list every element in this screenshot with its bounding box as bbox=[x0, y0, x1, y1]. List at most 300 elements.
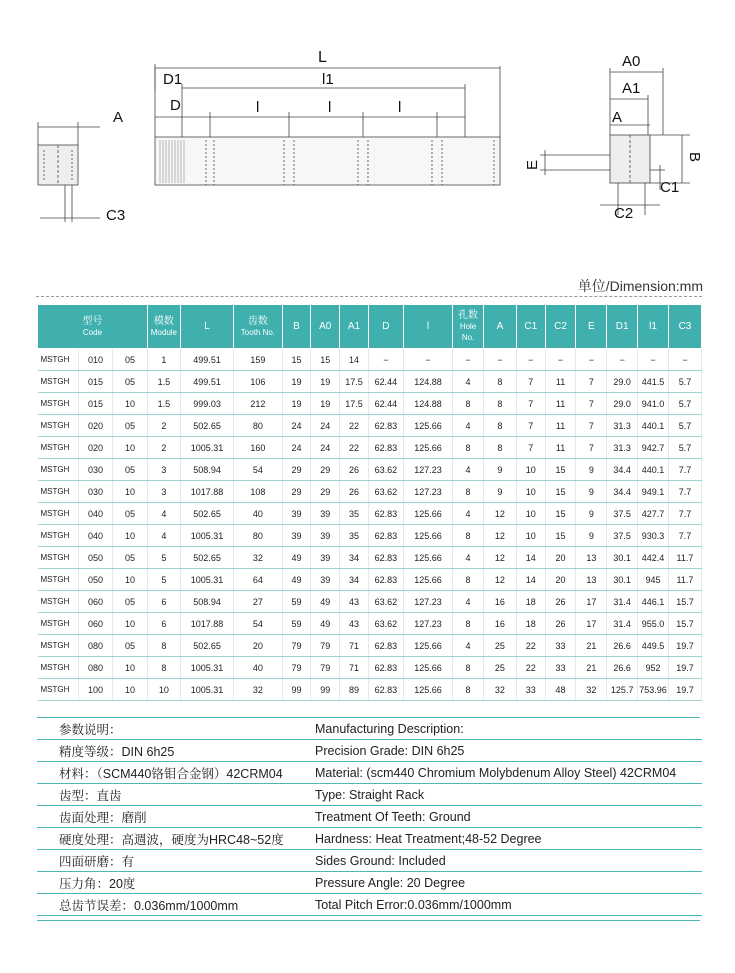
table-cell: 80 bbox=[234, 525, 282, 547]
table-cell: − bbox=[368, 349, 403, 371]
column-header-label: 型号 bbox=[82, 315, 103, 327]
description-row bbox=[37, 872, 702, 894]
table-cell: 16 bbox=[483, 591, 516, 613]
table-cell: 10 bbox=[113, 393, 148, 415]
table-cell: 4 bbox=[453, 635, 484, 657]
table-cell: 79 bbox=[282, 635, 311, 657]
table-cell: 945 bbox=[638, 569, 669, 591]
label-C1: C1 bbox=[660, 179, 680, 196]
table-cell: 6 bbox=[147, 613, 180, 635]
table-cell: 7 bbox=[576, 437, 607, 459]
table-cell: 54 bbox=[234, 459, 282, 481]
table-cell: MSTGH bbox=[38, 525, 79, 547]
table-cell: 1005.31 bbox=[180, 569, 233, 591]
table-row bbox=[38, 437, 702, 459]
table-cell: 442.4 bbox=[638, 547, 669, 569]
table-cell: 15 bbox=[545, 503, 576, 525]
label-B: B bbox=[686, 152, 703, 163]
table-cell: 7 bbox=[516, 415, 545, 437]
table-cell: 050 bbox=[79, 547, 113, 569]
description-en: Total Pitch Error:0.036mm/1000mm bbox=[307, 894, 702, 916]
table-cell: 010 bbox=[79, 349, 113, 371]
table-cell: 39 bbox=[282, 525, 311, 547]
table-cell: 427.7 bbox=[638, 503, 669, 525]
table-cell: 10 bbox=[516, 481, 545, 503]
table-cell: 62.83 bbox=[368, 503, 403, 525]
table-cell: 62.83 bbox=[368, 679, 403, 701]
table-cell: 440.1 bbox=[638, 415, 669, 437]
table-cell: 26.6 bbox=[607, 657, 638, 679]
table-cell: 16 bbox=[483, 613, 516, 635]
table-cell: 212 bbox=[234, 393, 282, 415]
table-cell: 29.0 bbox=[607, 393, 638, 415]
table-cell: 62.44 bbox=[368, 393, 403, 415]
table-cell: 7 bbox=[576, 393, 607, 415]
column-header-label: D1 bbox=[615, 321, 629, 332]
table-cell: 11 bbox=[545, 371, 576, 393]
description-cn: 齿面处理：磨削 bbox=[37, 806, 307, 828]
table-cell: 125.66 bbox=[403, 525, 452, 547]
description-cn: 参数说明： bbox=[37, 718, 307, 740]
table-cell: 31.4 bbox=[607, 613, 638, 635]
table-row bbox=[38, 371, 702, 393]
table-cell: 15 bbox=[545, 481, 576, 503]
label-A-right: A bbox=[612, 109, 623, 126]
table-cell: 13 bbox=[576, 569, 607, 591]
table-cell: 2 bbox=[147, 437, 180, 459]
table-cell: MSTGH bbox=[38, 481, 79, 503]
table-cell: 39 bbox=[311, 525, 340, 547]
label-C3: C3 bbox=[106, 207, 126, 224]
table-cell: 62.83 bbox=[368, 635, 403, 657]
table-cell: 030 bbox=[79, 481, 113, 503]
column-header bbox=[38, 305, 148, 349]
unit-label: 单位/Dimension:mm bbox=[577, 278, 703, 294]
table-cell: 9 bbox=[483, 459, 516, 481]
table-cell: − bbox=[483, 349, 516, 371]
table-cell: 7 bbox=[516, 371, 545, 393]
column-header bbox=[607, 305, 638, 349]
table-cell: 060 bbox=[79, 613, 113, 635]
table-cell: 21 bbox=[576, 657, 607, 679]
table-cell: MSTGH bbox=[38, 635, 79, 657]
table-cell: 15 bbox=[282, 349, 311, 371]
column-header-label: A0 bbox=[319, 321, 332, 332]
table-cell: 10 bbox=[113, 613, 148, 635]
table-cell: 54 bbox=[234, 613, 282, 635]
table-cell: 34.4 bbox=[607, 481, 638, 503]
table-cell: 05 bbox=[113, 635, 148, 657]
table-cell: 05 bbox=[113, 349, 148, 371]
table-cell: 952 bbox=[638, 657, 669, 679]
table-cell: 7.7 bbox=[668, 459, 701, 481]
table-cell: 15.7 bbox=[668, 591, 701, 613]
table-row bbox=[38, 459, 702, 481]
table-cell: MSTGH bbox=[38, 349, 79, 371]
table-cell: 11 bbox=[545, 415, 576, 437]
table-cell: 100 bbox=[79, 679, 113, 701]
table-cell: 37.5 bbox=[607, 503, 638, 525]
column-header bbox=[545, 305, 576, 349]
table-cell: 8 bbox=[483, 415, 516, 437]
spec-table bbox=[37, 304, 702, 701]
table-row bbox=[38, 569, 702, 591]
table-cell: 32 bbox=[483, 679, 516, 701]
table-cell: 10 bbox=[516, 503, 545, 525]
table-cell: 22 bbox=[516, 635, 545, 657]
table-cell: 9 bbox=[576, 525, 607, 547]
table-cell: 125.66 bbox=[403, 657, 452, 679]
column-header bbox=[576, 305, 607, 349]
table-cell: 125.66 bbox=[403, 569, 452, 591]
table-cell: 43 bbox=[340, 591, 369, 613]
table-cell: 499.51 bbox=[180, 371, 233, 393]
table-cell: 79 bbox=[311, 657, 340, 679]
table-cell: 26 bbox=[545, 591, 576, 613]
table-cell: 8 bbox=[483, 437, 516, 459]
table-cell: 29 bbox=[311, 459, 340, 481]
table-cell: 29 bbox=[282, 459, 311, 481]
table-cell: 27 bbox=[234, 591, 282, 613]
table-cell: − bbox=[668, 349, 701, 371]
table-cell: 49 bbox=[282, 569, 311, 591]
table-cell: 8 bbox=[453, 481, 484, 503]
table-row bbox=[38, 547, 702, 569]
table-cell: 8 bbox=[147, 657, 180, 679]
description-en: Sides Ground: Included bbox=[307, 850, 702, 872]
table-cell: MSTGH bbox=[38, 591, 79, 613]
table-cell: 1.5 bbox=[147, 393, 180, 415]
table-cell: 1005.31 bbox=[180, 437, 233, 459]
table-cell: 29 bbox=[282, 481, 311, 503]
table-cell: 4 bbox=[453, 503, 484, 525]
column-header bbox=[282, 305, 311, 349]
table-cell: 440.1 bbox=[638, 459, 669, 481]
table-cell: 080 bbox=[79, 635, 113, 657]
column-header-label: C3 bbox=[678, 321, 692, 332]
table-cell: − bbox=[545, 349, 576, 371]
table-cell: 508.94 bbox=[180, 591, 233, 613]
table-cell: 8 bbox=[483, 393, 516, 415]
table-cell: 39 bbox=[311, 547, 340, 569]
table-cell: MSTGH bbox=[38, 371, 79, 393]
table-row bbox=[38, 481, 702, 503]
table-cell: 8 bbox=[453, 657, 484, 679]
table-cell: 62.83 bbox=[368, 657, 403, 679]
table-cell: 9 bbox=[576, 481, 607, 503]
table-cell: 12 bbox=[483, 525, 516, 547]
table-cell: 26 bbox=[340, 481, 369, 503]
table-cell: 8 bbox=[453, 393, 484, 415]
table-cell: 127.23 bbox=[403, 591, 452, 613]
table-cell: 8 bbox=[453, 613, 484, 635]
table-cell: 502.65 bbox=[180, 547, 233, 569]
table-cell: 31.3 bbox=[607, 415, 638, 437]
table-cell: 24 bbox=[311, 415, 340, 437]
table-cell: 62.83 bbox=[368, 415, 403, 437]
table-cell: 62.83 bbox=[368, 569, 403, 591]
table-cell: 62.83 bbox=[368, 525, 403, 547]
column-header bbox=[147, 305, 180, 349]
table-cell: 7 bbox=[576, 371, 607, 393]
table-cell: 125.66 bbox=[403, 635, 452, 657]
table-cell: 14 bbox=[516, 569, 545, 591]
table-cell: 39 bbox=[311, 569, 340, 591]
description-cn: 总齿节误差：0.036mm/1000mm bbox=[37, 894, 307, 916]
table-cell: 949.1 bbox=[638, 481, 669, 503]
table-cell: 941.0 bbox=[638, 393, 669, 415]
table-row bbox=[38, 591, 702, 613]
table-cell: MSTGH bbox=[38, 415, 79, 437]
table-cell: 930.3 bbox=[638, 525, 669, 547]
table-cell: 25 bbox=[483, 657, 516, 679]
column-header bbox=[311, 305, 340, 349]
table-cell: 1 bbox=[147, 349, 180, 371]
table-cell: − bbox=[576, 349, 607, 371]
table-cell: 20 bbox=[545, 569, 576, 591]
table-cell: 502.65 bbox=[180, 635, 233, 657]
column-header bbox=[483, 305, 516, 349]
table-cell: 4 bbox=[453, 547, 484, 569]
description-cn: 压力角：20度 bbox=[37, 872, 307, 894]
description-en: Precision Grade: DIN 6h25 bbox=[307, 740, 702, 762]
column-header bbox=[516, 305, 545, 349]
table-cell: 24 bbox=[311, 437, 340, 459]
table-cell: 125.66 bbox=[403, 503, 452, 525]
table-cell: MSTGH bbox=[38, 613, 79, 635]
column-header bbox=[234, 305, 282, 349]
table-cell: 5.7 bbox=[668, 415, 701, 437]
table-cell: 8 bbox=[453, 437, 484, 459]
table-cell: 20 bbox=[545, 547, 576, 569]
table-cell: 12 bbox=[483, 503, 516, 525]
table-cell: 10 bbox=[147, 679, 180, 701]
table-body bbox=[38, 349, 702, 701]
table-cell: 12 bbox=[483, 569, 516, 591]
table-cell: 99 bbox=[282, 679, 311, 701]
table-cell: 124.88 bbox=[403, 393, 452, 415]
table-cell: 32 bbox=[576, 679, 607, 701]
rack-section-left bbox=[38, 122, 100, 222]
table-cell: 499.51 bbox=[180, 349, 233, 371]
table-cell: − bbox=[516, 349, 545, 371]
table-cell: MSTGH bbox=[38, 503, 79, 525]
table-cell: 4 bbox=[453, 415, 484, 437]
table-cell: 22 bbox=[516, 657, 545, 679]
table-cell: 33 bbox=[545, 657, 576, 679]
table-cell: 8 bbox=[147, 635, 180, 657]
column-header-sublabel: Module bbox=[150, 327, 178, 337]
table-cell: 37.5 bbox=[607, 525, 638, 547]
table-cell: 449.5 bbox=[638, 635, 669, 657]
table-cell: 125.66 bbox=[403, 679, 452, 701]
table-cell: 5 bbox=[147, 569, 180, 591]
table-cell: 4 bbox=[453, 371, 484, 393]
table-cell: 4 bbox=[453, 591, 484, 613]
table-cell: 29.0 bbox=[607, 371, 638, 393]
table-cell: 1005.31 bbox=[180, 525, 233, 547]
table-cell: 21 bbox=[576, 635, 607, 657]
column-header-label: A bbox=[496, 321, 504, 332]
column-header bbox=[368, 305, 403, 349]
table-cell: 159 bbox=[234, 349, 282, 371]
table-cell: 05 bbox=[113, 591, 148, 613]
table-cell: 999.03 bbox=[180, 393, 233, 415]
table-cell: 11.7 bbox=[668, 547, 701, 569]
table-cell: 40 bbox=[234, 657, 282, 679]
table-row bbox=[38, 679, 702, 701]
table-cell: 43 bbox=[340, 613, 369, 635]
table-cell: 7 bbox=[576, 415, 607, 437]
table-row bbox=[38, 349, 702, 371]
table-cell: 19.7 bbox=[668, 657, 701, 679]
label-A-left: A bbox=[113, 109, 124, 126]
table-cell: 125.66 bbox=[403, 547, 452, 569]
table-cell: 26.6 bbox=[607, 635, 638, 657]
table-cell: 7.7 bbox=[668, 525, 701, 547]
table-cell: 63.62 bbox=[368, 591, 403, 613]
table-cell: 26 bbox=[545, 613, 576, 635]
table-cell: 125.66 bbox=[403, 415, 452, 437]
column-header-label: A1 bbox=[347, 321, 361, 332]
table-cell: 59 bbox=[282, 613, 311, 635]
table-cell: 34.4 bbox=[607, 459, 638, 481]
description-row bbox=[37, 806, 702, 828]
table-cell: 49 bbox=[311, 613, 340, 635]
label-C2: C2 bbox=[614, 205, 634, 222]
table-cell: 05 bbox=[113, 459, 148, 481]
table-cell: 63.62 bbox=[368, 613, 403, 635]
description-en: Pressure Angle: 20 Degree bbox=[307, 872, 702, 894]
description-row bbox=[37, 762, 702, 784]
table-cell: 441.5 bbox=[638, 371, 669, 393]
table-cell: 80 bbox=[234, 415, 282, 437]
table-cell: MSTGH bbox=[38, 657, 79, 679]
table-cell: 127.23 bbox=[403, 613, 452, 635]
table-cell: MSTGH bbox=[38, 393, 79, 415]
table-cell: 40 bbox=[234, 503, 282, 525]
table-cell: 10 bbox=[516, 525, 545, 547]
table-cell: 99 bbox=[311, 679, 340, 701]
label-D1: D1 bbox=[163, 71, 183, 88]
description-row bbox=[37, 894, 702, 916]
table-cell: 19.7 bbox=[668, 635, 701, 657]
table-cell: 6 bbox=[147, 591, 180, 613]
table-cell: 34 bbox=[340, 547, 369, 569]
table-row bbox=[38, 657, 702, 679]
table-cell: 502.65 bbox=[180, 415, 233, 437]
table-cell: − bbox=[403, 349, 452, 371]
table-cell: 79 bbox=[311, 635, 340, 657]
table-cell: 9 bbox=[483, 481, 516, 503]
table-cell: 502.65 bbox=[180, 503, 233, 525]
column-header-label: 齿数 bbox=[247, 315, 268, 327]
table-cell: 11 bbox=[545, 437, 576, 459]
table-cell: 127.23 bbox=[403, 481, 452, 503]
table-cell: 10 bbox=[113, 569, 148, 591]
table-cell: 63.62 bbox=[368, 481, 403, 503]
table-cell: 8 bbox=[453, 525, 484, 547]
table-cell: 10 bbox=[113, 437, 148, 459]
label-E: E bbox=[524, 159, 541, 170]
label-D: D bbox=[170, 97, 181, 114]
table-cell: 10 bbox=[516, 459, 545, 481]
table-cell: 955.0 bbox=[638, 613, 669, 635]
table-row bbox=[38, 635, 702, 657]
description-row bbox=[37, 784, 702, 806]
table-cell: 8 bbox=[453, 569, 484, 591]
table-cell: 19 bbox=[282, 393, 311, 415]
table-cell: 020 bbox=[79, 415, 113, 437]
table-cell: 015 bbox=[79, 393, 113, 415]
description-table bbox=[37, 718, 702, 916]
table-cell: 2 bbox=[147, 415, 180, 437]
column-header bbox=[180, 305, 233, 349]
description-row bbox=[37, 850, 702, 872]
table-cell: 39 bbox=[282, 503, 311, 525]
table-cell: 753.96 bbox=[638, 679, 669, 701]
table-cell: 125.7 bbox=[607, 679, 638, 701]
table-cell: 71 bbox=[340, 635, 369, 657]
table-cell: 1005.31 bbox=[180, 679, 233, 701]
table-cell: − bbox=[607, 349, 638, 371]
table-row bbox=[38, 393, 702, 415]
description-cn: 材料：（SCM440铬钼合金钢）42CRM04 bbox=[37, 762, 307, 784]
table-cell: 17.5 bbox=[340, 371, 369, 393]
table-cell: 1.5 bbox=[147, 371, 180, 393]
table-cell: 26 bbox=[340, 459, 369, 481]
table-cell: MSTGH bbox=[38, 437, 79, 459]
table-cell: 05 bbox=[113, 371, 148, 393]
table-cell: 39 bbox=[311, 503, 340, 525]
table-cell: 125.66 bbox=[403, 437, 452, 459]
column-header-label: L bbox=[204, 321, 210, 332]
table-cell: 11.7 bbox=[668, 569, 701, 591]
table-cell: − bbox=[638, 349, 669, 371]
table-cell: 040 bbox=[79, 503, 113, 525]
table-cell: 080 bbox=[79, 657, 113, 679]
table-header bbox=[38, 305, 702, 349]
description-row bbox=[37, 828, 702, 850]
table-cell: 3 bbox=[147, 481, 180, 503]
divider bbox=[36, 296, 702, 297]
table-cell: 19 bbox=[311, 371, 340, 393]
table-cell: 15 bbox=[311, 349, 340, 371]
table-cell: 63.62 bbox=[368, 459, 403, 481]
column-header-label: C1 bbox=[524, 321, 538, 332]
description-row bbox=[37, 718, 702, 740]
table-cell: 7 bbox=[516, 437, 545, 459]
column-header-label: D bbox=[382, 321, 390, 332]
description-cn: 齿型：直齿 bbox=[37, 784, 307, 806]
description-cn: 四面研磨：有 bbox=[37, 850, 307, 872]
table-cell: 17 bbox=[576, 613, 607, 635]
description-en: Material: (scm440 Chromium Molybdenum Alloy Steel) 42CRM04 bbox=[307, 762, 702, 784]
label-l-2: l bbox=[328, 99, 332, 116]
table-cell: 05 bbox=[113, 547, 148, 569]
table-cell: 040 bbox=[79, 525, 113, 547]
table-cell: 19 bbox=[282, 371, 311, 393]
table-cell: 13 bbox=[576, 547, 607, 569]
table-cell: 11 bbox=[545, 393, 576, 415]
column-header bbox=[403, 305, 452, 349]
table-cell: 7.7 bbox=[668, 503, 701, 525]
table-cell: 4 bbox=[147, 503, 180, 525]
table-cell: 3 bbox=[147, 459, 180, 481]
table-cell: 62.83 bbox=[368, 547, 403, 569]
description-en: Treatment Of Teeth: Ground bbox=[307, 806, 702, 828]
table-cell: 942.7 bbox=[638, 437, 669, 459]
